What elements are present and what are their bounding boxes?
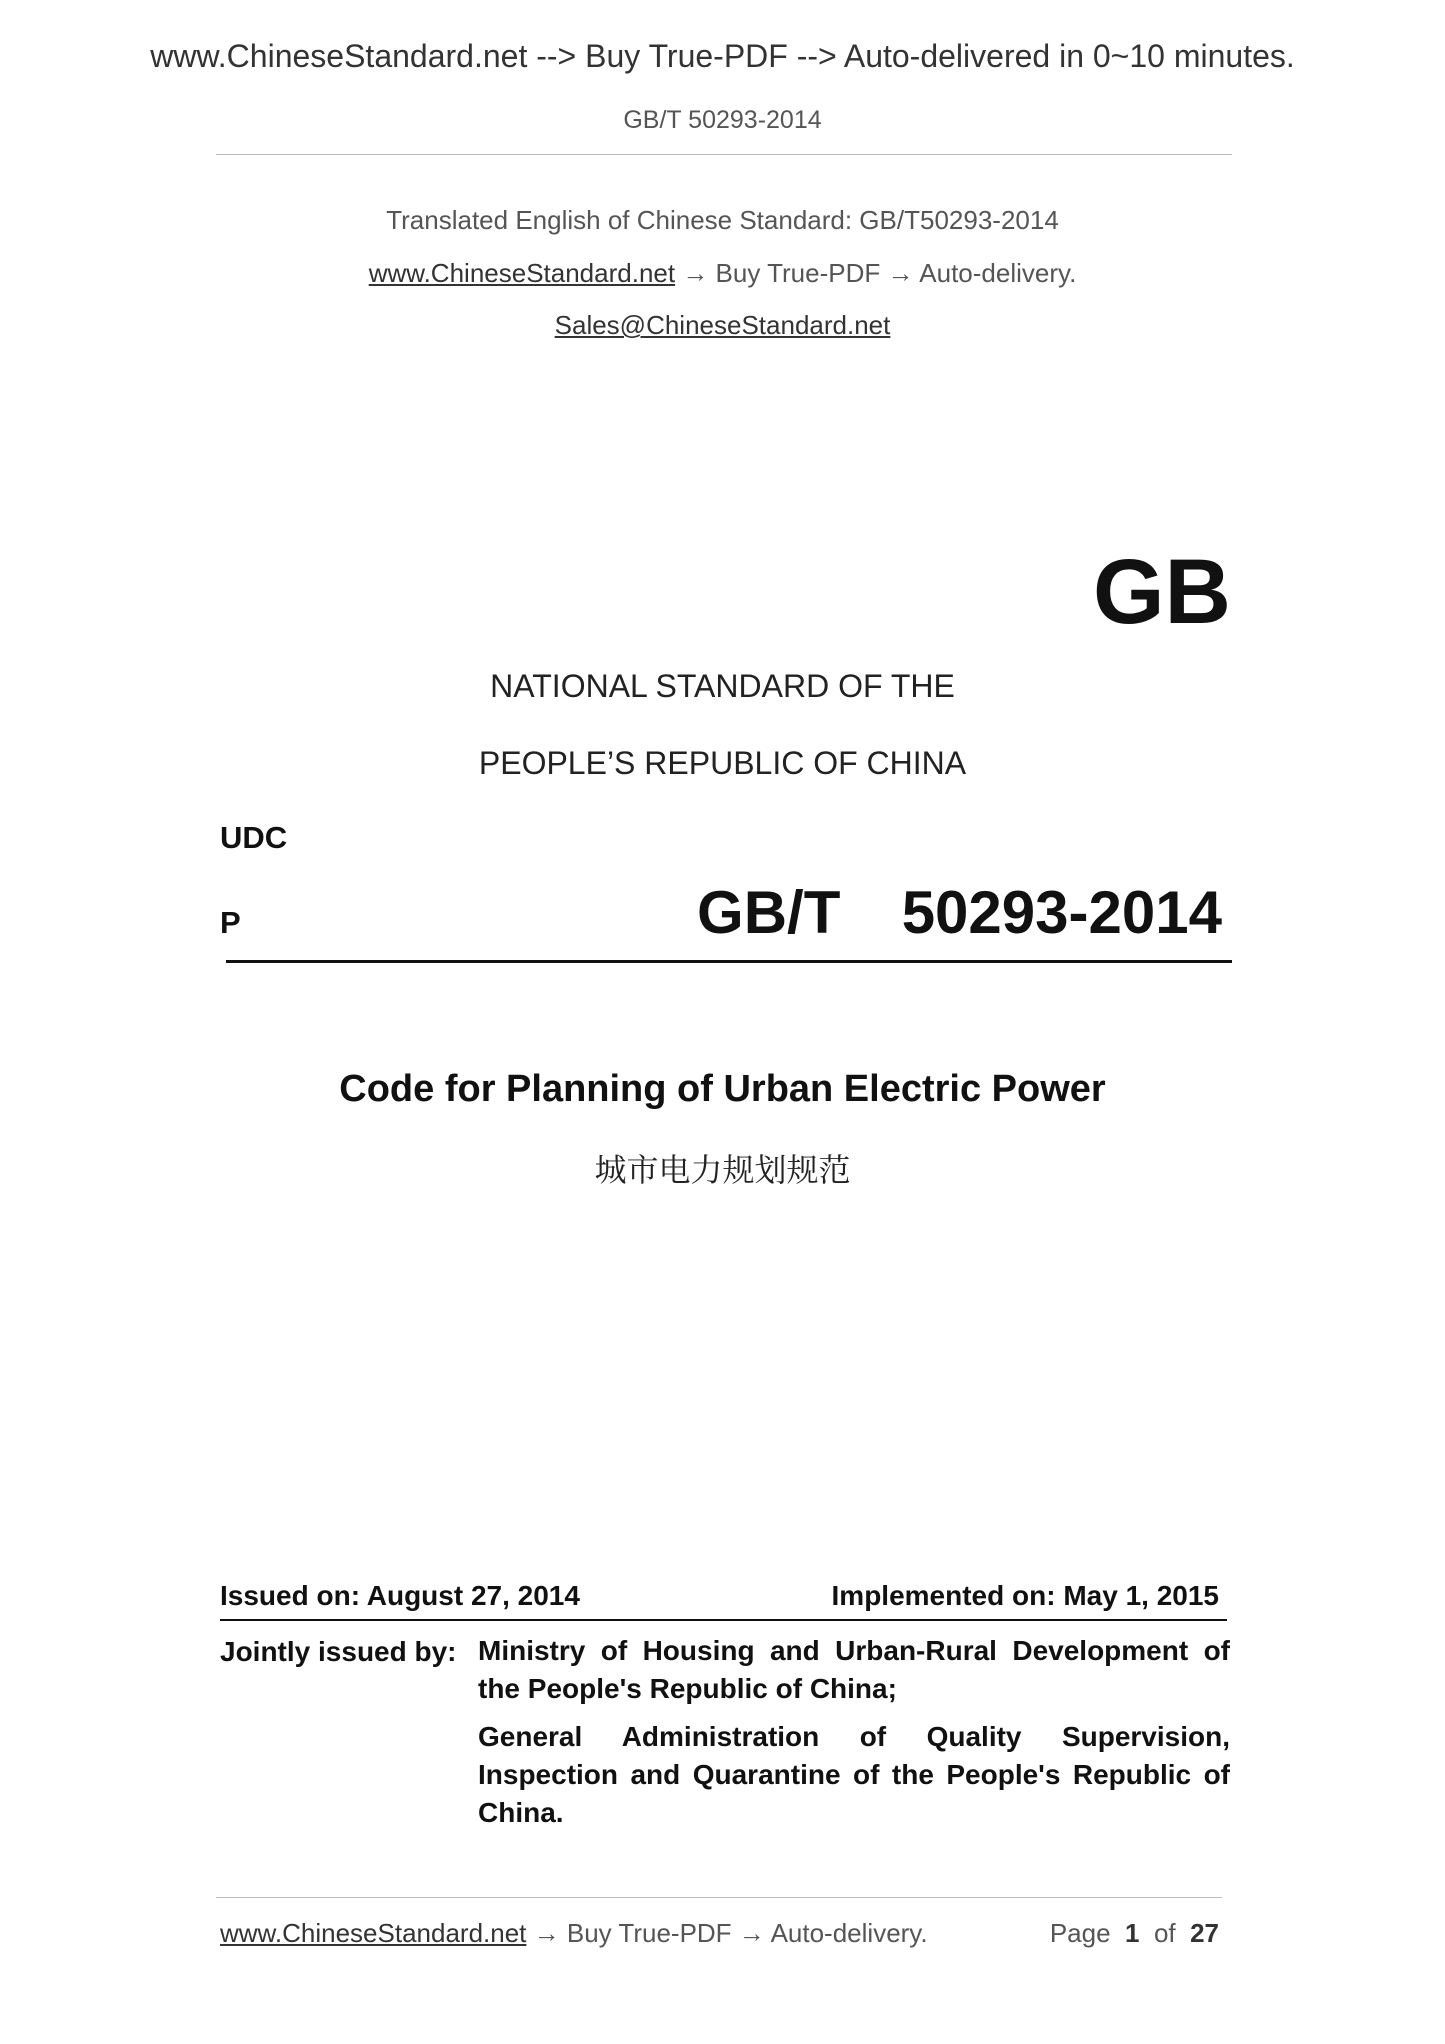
issuer-aqsiq: General Administration of Quality Supervision, Inspection and Quarantine of the People's Republic of China. bbox=[478, 1721, 1230, 1828]
page-total: 27 bbox=[1190, 1918, 1219, 1948]
issue-divider bbox=[220, 1619, 1227, 1621]
udc-label: UDC bbox=[220, 820, 288, 855]
standard-number-divider bbox=[226, 960, 1232, 963]
top-banner: www.ChineseStandard.net --> Buy True-PDF --> Auto-delivered in 0~10 minutes. bbox=[150, 38, 1295, 74]
footer-site-rest: → Buy True-PDF → Auto-delivery. bbox=[526, 1918, 928, 1948]
gb-mark: GB bbox=[1093, 541, 1231, 643]
footer-site-line bbox=[220, 1918, 928, 1949]
page-of: of bbox=[1153, 1918, 1176, 1948]
issued-on: Issued on: August 27, 2014 bbox=[220, 1580, 580, 1611]
footer-site-link[interactable]: www.ChineseStandard.net bbox=[220, 1918, 527, 1948]
site-line bbox=[0, 258, 1445, 289]
implemented-on: Implemented on: May 1, 2015 bbox=[831, 1580, 1219, 1611]
site-link[interactable]: www.ChineseStandard.net bbox=[368, 258, 676, 288]
page-label: Page bbox=[1049, 1918, 1111, 1948]
national-standard-line-2: PEOPLE’S REPUBLIC OF CHINA bbox=[478, 745, 967, 781]
national-standard-line-1: NATIONAL STANDARD OF THE bbox=[490, 668, 955, 704]
translation-note: Translated English of Chinese Standard: GB/T50293-2014 bbox=[386, 205, 1059, 235]
header-standard-code: GB/T 50293-2014 bbox=[623, 106, 822, 134]
page-indicator bbox=[1050, 1918, 1219, 1949]
title-english: Code for Planning of Urban Electric Power bbox=[339, 1068, 1106, 1110]
email-line bbox=[0, 310, 1445, 341]
p-label: P bbox=[220, 905, 241, 940]
header-divider bbox=[216, 154, 1232, 155]
footer-divider bbox=[216, 1897, 1222, 1898]
page-current: 1 bbox=[1125, 1918, 1140, 1948]
title-chinese: 城市电力规划规范 bbox=[594, 1152, 851, 1188]
standard-number: GB/T 50293-2014 bbox=[697, 879, 1222, 946]
issuer-ministry: Ministry of Housing and Urban-Rural Development of the People's Republic of China; bbox=[478, 1635, 1230, 1704]
site-line-rest: → Buy True-PDF → Auto-delivery. bbox=[675, 258, 1077, 288]
email-link[interactable]: Sales@ChineseStandard.net bbox=[554, 310, 891, 340]
jointly-issued-label: Jointly issued by: bbox=[220, 1636, 457, 1667]
